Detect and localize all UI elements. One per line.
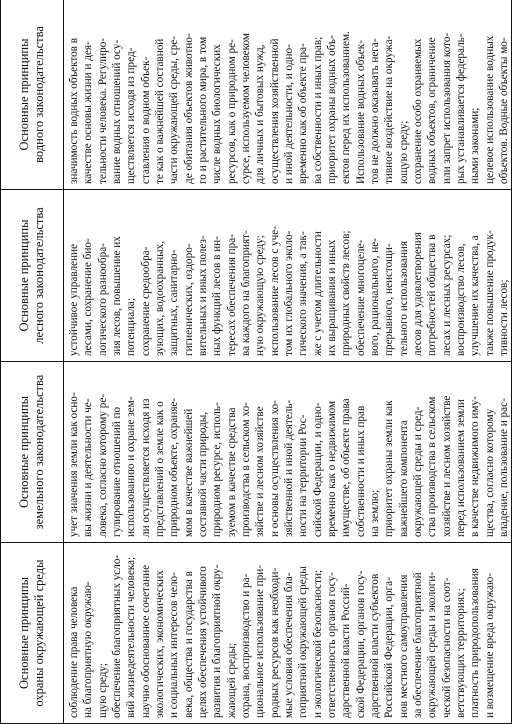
cell-environment — [64, 543, 512, 724]
text-line: потребностей общества в — [426, 234, 439, 356]
text-line: вительных и иных полез- — [196, 235, 209, 356]
text-line: гигиенических, оздоро- — [182, 243, 195, 356]
text-line: сохранение средообра- — [139, 246, 152, 356]
text-line: улучшение их качества, а — [469, 235, 482, 356]
text-line: на землю; — [368, 489, 381, 537]
text-line: зующих, водоохранных, — [153, 240, 166, 356]
text-line: гического значения, а так- — [297, 231, 310, 356]
text-line: качестве основы жизни и дея- — [82, 41, 95, 184]
text-line: обеспечение многоцеле- — [354, 239, 367, 356]
text-line: природных свойств лесов; — [340, 230, 353, 356]
text-line: устойчивое управление — [68, 244, 80, 356]
text-line: ветствующих территориях; — [454, 588, 467, 718]
header-water: Основные принципы водного законодательства — [1, 0, 64, 190]
text-line: природном ресурсе, исполь- — [211, 402, 224, 537]
text-line: сохранение особо охраняемых — [411, 38, 424, 184]
text-line: осуществления хозяйственной — [268, 38, 281, 184]
text-line: части окружающей среды, сре- — [168, 36, 181, 184]
text-line: и иной деятельности, и одно- — [282, 44, 295, 184]
header-row — [1, 0, 64, 724]
text-line: хозяйстве и лесном хозяйстве — [440, 395, 453, 537]
text-line: зяйстве и лесном хозяйстве — [254, 406, 267, 537]
text-line: природном объекте, охраняе- — [168, 397, 181, 537]
text-line: в качестве недвижимого иму- — [469, 396, 482, 537]
header-land: Основные принципы земельного законодательства — [1, 362, 64, 543]
text-line: Российской Федерации, орга- — [383, 577, 396, 718]
text-line: окружающей среды и экологи- — [426, 571, 439, 718]
text-line: соблюдение права человека — [68, 586, 80, 718]
text-line: ности на территории Рос- — [297, 414, 310, 537]
text-line: важнейшего компонента — [397, 420, 410, 537]
text-line: собственности и иных прав — [354, 405, 367, 537]
text-line: мом в качестве важнейшей — [182, 408, 195, 537]
text-line: дарственной власти Россий- — [340, 583, 353, 718]
text-line: родных ресурсов как необходи- — [268, 567, 281, 718]
header-forest: Основные принципы лесного законодательства — [1, 190, 64, 362]
text-line: за обеспечение благоприятной — [411, 572, 424, 718]
text-line: приоритет охраны земли как — [383, 400, 396, 537]
text-line: использование лесов с уче- — [268, 226, 281, 356]
body-row — [64, 0, 512, 724]
text-line: ектов перед их использованием. — [340, 31, 353, 184]
text-line: рых устанавливается федераль- — [454, 33, 467, 184]
text-line: целевое использование водных — [483, 35, 496, 184]
text-line: научно обоснованное сочетание — [139, 564, 152, 718]
text-line: же с учетом длительности — [311, 231, 324, 356]
text-line: циональное использование при- — [254, 565, 267, 718]
text-line: дарственной власти субъектов — [368, 573, 381, 718]
text-line: лесов для удовлетворения — [411, 232, 424, 356]
text-line: и социальных интересов чело- — [168, 572, 181, 718]
text-line: представлений о земле как о — [153, 401, 166, 537]
text-line: том их глобального эколо- — [282, 230, 295, 356]
text-line: тельности человека. Регулиро- — [96, 37, 109, 184]
text-line: владение, пользование и рас- — [497, 398, 510, 537]
text-line: гоприятной окружающей среды — [297, 566, 310, 718]
text-line: щества, согласно которому — [483, 408, 496, 537]
text-line: зия лесов, повышение их — [110, 236, 123, 356]
cell-land — [64, 362, 512, 543]
text-line: ными законами; — [469, 107, 482, 184]
text-line: ва собственности и иных прав; — [311, 36, 324, 184]
text-line: ли осуществляется исходя из — [139, 398, 152, 537]
header-environment: Основные принципы охраны окружающей среды — [1, 543, 64, 724]
text-line: ской Федерации, органов госу- — [354, 570, 367, 718]
text-line: и основы осуществления хо- — [268, 400, 281, 537]
text-line: и экологической безопасности; — [311, 569, 324, 718]
text-line: платность природопользования — [469, 568, 482, 718]
text-line: ющую среду; — [397, 120, 410, 184]
text-line: тивное воздействие на окружа- — [383, 35, 396, 184]
text-line: сийской Федерации, и одно- — [311, 402, 324, 537]
text-line: лесами, сохранение био- — [82, 238, 95, 356]
text-line: ческой безопасности на соот- — [440, 577, 453, 718]
cell-water — [64, 0, 512, 190]
text-line: зуемом в качестве средства — [225, 407, 238, 537]
text-line: составной части природы, — [196, 411, 209, 537]
text-line: обеспечение благоприятных усло- — [110, 554, 123, 718]
text-line: использованию и охране зем- — [125, 396, 138, 537]
text-line: века, общества и государства в — [182, 571, 195, 718]
text-line: объектов. Водные объекты мо- — [497, 37, 510, 184]
text-line: тельного использования — [397, 240, 410, 356]
text-line: их выращивания и иных — [325, 239, 338, 356]
text-line: тивности лесов; — [497, 279, 510, 356]
text-line: имуществе, об объекте права — [340, 398, 353, 537]
text-line: значимость водных объектов в — [68, 37, 80, 184]
text-line: тов не должно оказывать нега- — [368, 38, 381, 184]
text-line: экологических, экономических — [153, 570, 166, 718]
text-line: также повышение продук- — [483, 230, 496, 356]
text-line: гулирование отношений по — [110, 406, 123, 537]
text-line: логического разнообра- — [96, 243, 109, 356]
text-line: целях обеспечения устойчивого — [196, 566, 209, 718]
text-line: ную окружающую среду; — [254, 235, 267, 356]
text-line: ставления о водном объек- — [139, 56, 152, 184]
text-line: перед использованием земли — [454, 399, 467, 537]
text-line: охрана, воспроизводство и ра- — [239, 573, 252, 718]
text-line: и возмещение вреда окружаю- — [483, 572, 496, 718]
text-line: ществляется исходя из пред- — [125, 47, 138, 184]
text-line: временно как об объекте пра- — [297, 43, 310, 184]
text-line: зяйственной и иной деятель- — [282, 399, 295, 537]
text-line: окружающей среды и сред- — [411, 406, 424, 537]
text-line: нов местного самоуправления — [397, 574, 410, 718]
text-line: развития и благоприятной окру- — [211, 564, 224, 718]
text-line: потенциала; — [125, 298, 138, 356]
text-line: щую среду; — [96, 663, 109, 718]
text-line: числе водных биологических — [211, 44, 224, 184]
text-line: водных объектов, ограничение — [426, 37, 439, 184]
text-line: прерывного, неистощи- — [383, 243, 396, 356]
text-line: вий жизнедеятельности человека; — [125, 556, 138, 718]
text-line: временно как о недвижимом — [325, 400, 338, 537]
text-line: де обитания объектов животно- — [182, 33, 195, 184]
text-line: ных функций лесов в ин- — [211, 236, 224, 356]
text-line: Использование водных объек- — [354, 40, 367, 184]
text-line: лесах и лесных ресурсах; — [440, 234, 453, 356]
cell-forest — [64, 190, 512, 362]
text-line: производства в сельском хо- — [239, 402, 252, 537]
text-line: те как о важнейшей составной — [153, 38, 166, 184]
text-line: ловека, согласно которому ре- — [96, 393, 109, 537]
text-line: или запрет использования кото- — [440, 32, 453, 184]
text-line: защитных, санитарно- — [168, 249, 181, 356]
text-line: ответственность органов госу- — [325, 572, 338, 718]
text-line: сурсе, используемом человеком — [239, 33, 252, 184]
text-line: жающей среды; — [225, 642, 238, 718]
text-line: приоритет охраны водных объ- — [325, 35, 338, 184]
text-line: вы жизни и деятельности че- — [82, 398, 95, 537]
text-line: на благоприятную окружаю- — [82, 581, 95, 718]
text-line: мые условия обеспечения бла- — [282, 572, 295, 718]
text-line: для личных и бытовых нужд, — [254, 44, 267, 184]
text-line: го и растительного мира, в том — [196, 36, 209, 184]
text-line: ства производства в сельском — [426, 396, 439, 537]
text-line: ва каждого на благоприят- — [239, 230, 252, 356]
text-line: вание водных отношений осу- — [110, 39, 123, 184]
text-line: вого, рационального, не- — [368, 238, 381, 356]
text-line: тересах обеспечения пра- — [225, 234, 238, 356]
text-line: учет значения земли как осно- — [68, 392, 80, 537]
text-line: воспроизводство лесов, — [454, 243, 467, 356]
text-line: ресурсов, как о природном ре- — [225, 39, 238, 184]
